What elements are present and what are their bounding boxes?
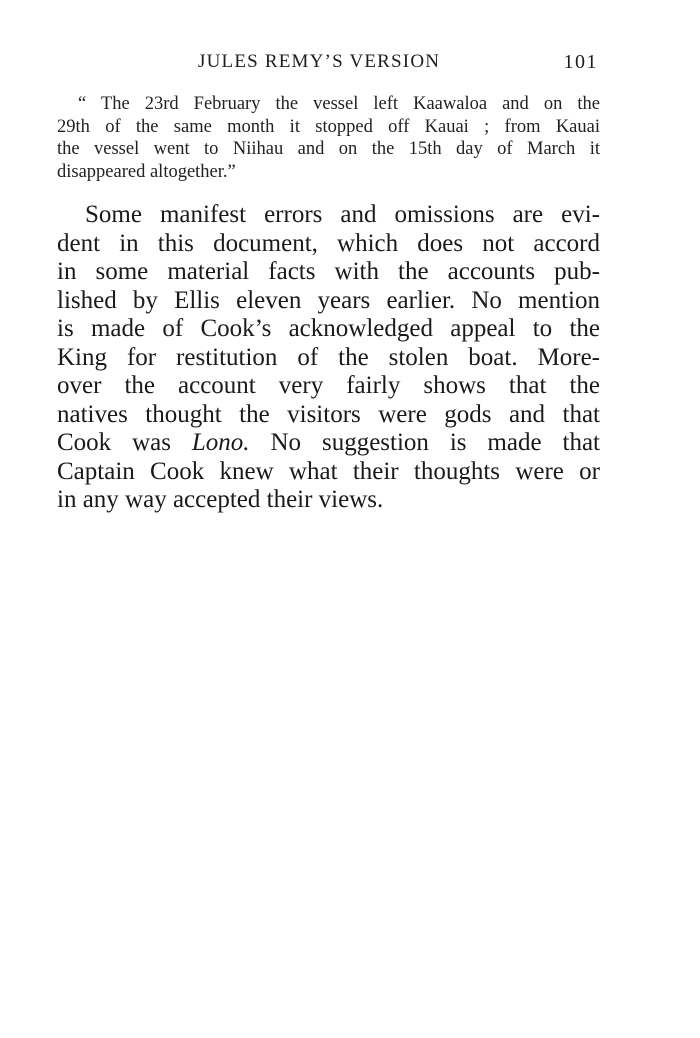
quote-line: “ The 23rd February the vessel left Kaawaloa and on the	[78, 94, 600, 114]
quoted-passage	[57, 93, 600, 183]
italic-term: Lono.	[191, 429, 250, 456]
paragraph-line: Some manifest errors and omissions are evi-	[85, 201, 600, 228]
line-text: Cook was	[57, 429, 192, 456]
paragraph-line: dent in this document, which does not accord	[57, 229, 600, 257]
line-text: No suggestion is made that	[249, 429, 600, 456]
paragraph-line: in any way accepted their views.	[57, 486, 384, 513]
paragraph-line: over the account very fairly shows that the	[57, 372, 600, 399]
paragraph-line: King for restitution of the stolen boat. More-	[57, 343, 600, 371]
quote-line: disappeared altogether.”	[57, 161, 236, 182]
paragraph-line: is made of Cook’s acknowledged appeal to the	[57, 315, 600, 342]
paragraph-line: in some material facts with the accounts pub-	[57, 258, 600, 285]
running-title: JULES REMY’S VERSION	[198, 51, 441, 72]
body-paragraph	[57, 201, 600, 515]
quote-line: 29th of the same month it stopped off Kauai ; from Kauai	[57, 116, 600, 137]
quote-line: the vessel went to Niihau and on the 15th day of March it	[57, 139, 600, 159]
paragraph-line: Captain Cook knew what their thoughts were or	[57, 457, 600, 485]
paragraph-line: natives thought the visitors were gods and that	[57, 400, 600, 428]
paragraph-line: lished by Ellis eleven years earlier. No mention	[57, 286, 600, 314]
paragraph-line	[57, 429, 600, 458]
page-number: 101	[563, 51, 598, 73]
running-head	[58, 51, 600, 81]
